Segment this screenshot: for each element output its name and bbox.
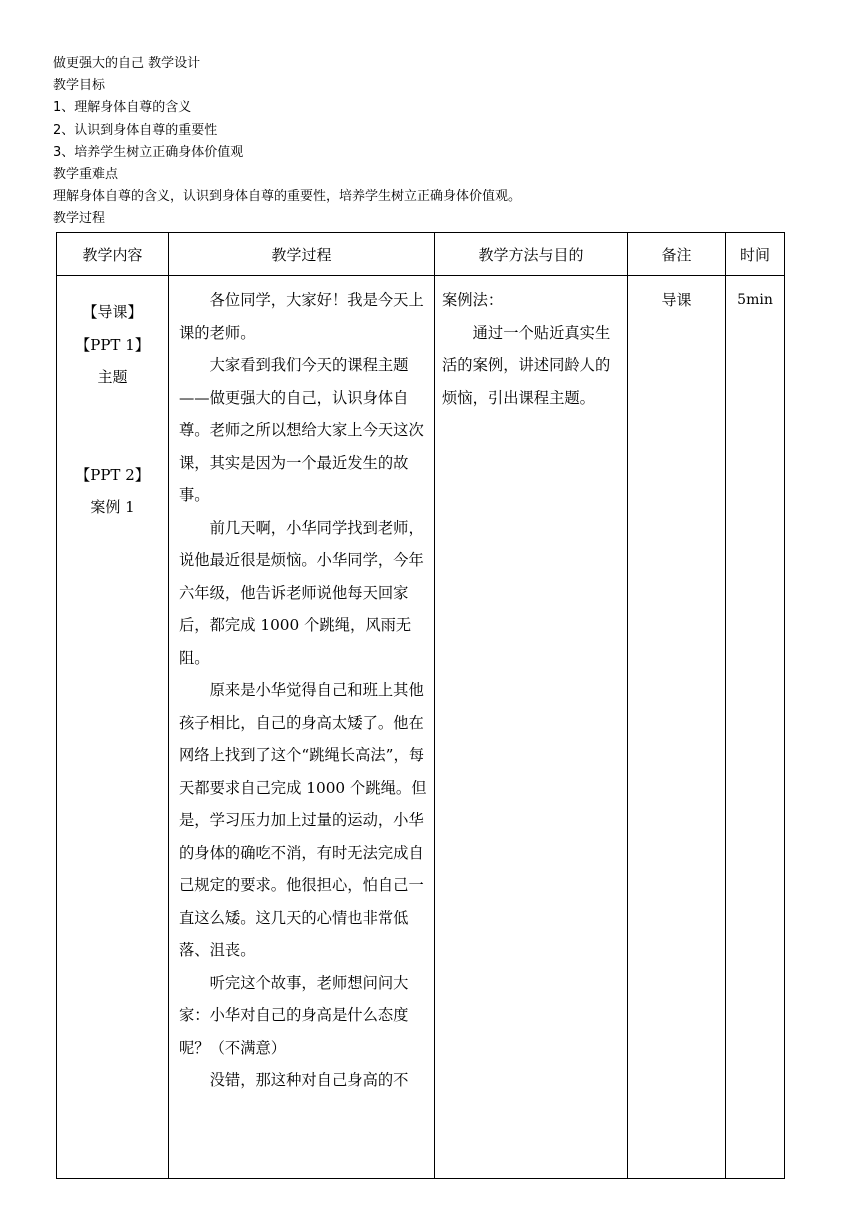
ppt-label: 【PPT 2】 [75, 465, 150, 484]
lesson-table [56, 232, 785, 1179]
table-header-row [57, 233, 785, 276]
process-paragraph: 各位同学，大家好！我是今天上课的老师。 [179, 291, 424, 342]
process-paragraph: 大家看到我们今天的课程主题——做更强大的自己，认识身体自尊。老师之所以想给大家上今天这次课，其实是因为一个最近发生的故事。 [179, 356, 424, 504]
process-cell [169, 276, 435, 1179]
column-header: 教学方法与目的 [435, 233, 628, 276]
key-points-text: 理解身体自尊的含义，认识到身体自尊的重要性，培养学生树立正确身体价值观。 [53, 189, 522, 205]
time-cell [726, 276, 785, 1179]
goal-item: 3、培养学生树立正确身体价值观 [53, 144, 244, 160]
process-paragraph: 原来是小华觉得自己和班上其他孩子相比，自己的身高太矮了。他在网络上找到了这个“跳绳长高法”，每天都要求自己完成 1000 个跳绳。但是，学习压力加上过量的运动，小华的身体的确吃不消，有时无法完成自己规定的要求。他很担心，怕自己一直这么矮。这几天的心情也非常低落、沮丧。 [179, 681, 427, 959]
section-label: 【导课】 [82, 303, 143, 321]
document-title: 做更强大的自己 教学设计 [53, 56, 201, 71]
remark-cell [628, 276, 726, 1179]
ppt-topic: 案例 1 [90, 498, 135, 516]
method-title: 案例法： [442, 291, 504, 309]
process-paragraph: 没错，那这种对自己身高的不 [209, 1071, 409, 1089]
document-header [53, 53, 813, 231]
goal-item: 1、理解身体自尊的含义 [53, 100, 192, 116]
process-paragraph: 听完这个故事，老师想问问大家：小华对自己的身高是什么态度呢？（不满意） [179, 973, 409, 1057]
process-paragraph: 前几天啊，小华同学找到老师，说他最近很是烦恼。小华同学，今年六年级，他告诉老师说他每天回家后，都完成 1000 个跳绳，风雨无阻。 [179, 518, 424, 667]
ppt-topic: 主题 [97, 368, 128, 386]
goals-heading: 教学目标 [53, 78, 106, 94]
remark-text: 导课 [661, 291, 692, 309]
ppt-label: 【PPT 1】 [75, 335, 150, 354]
column-header: 备注 [628, 233, 726, 276]
process-heading: 教学过程 [53, 211, 106, 227]
column-header: 时间 [726, 233, 785, 276]
goal-item: 2、认识到身体自尊的重要性 [53, 122, 218, 138]
column-header: 教学内容 [57, 233, 169, 276]
table-row [57, 276, 785, 1179]
content-cell [57, 276, 169, 1179]
column-header: 教学过程 [169, 233, 435, 276]
key-points-heading: 教学重难点 [53, 167, 119, 183]
method-cell [435, 276, 628, 1179]
method-text: 通过一个贴近真实生活的案例，讲述同龄人的烦恼，引出课程主题。 [442, 323, 611, 407]
time-text: 5min [737, 292, 773, 308]
